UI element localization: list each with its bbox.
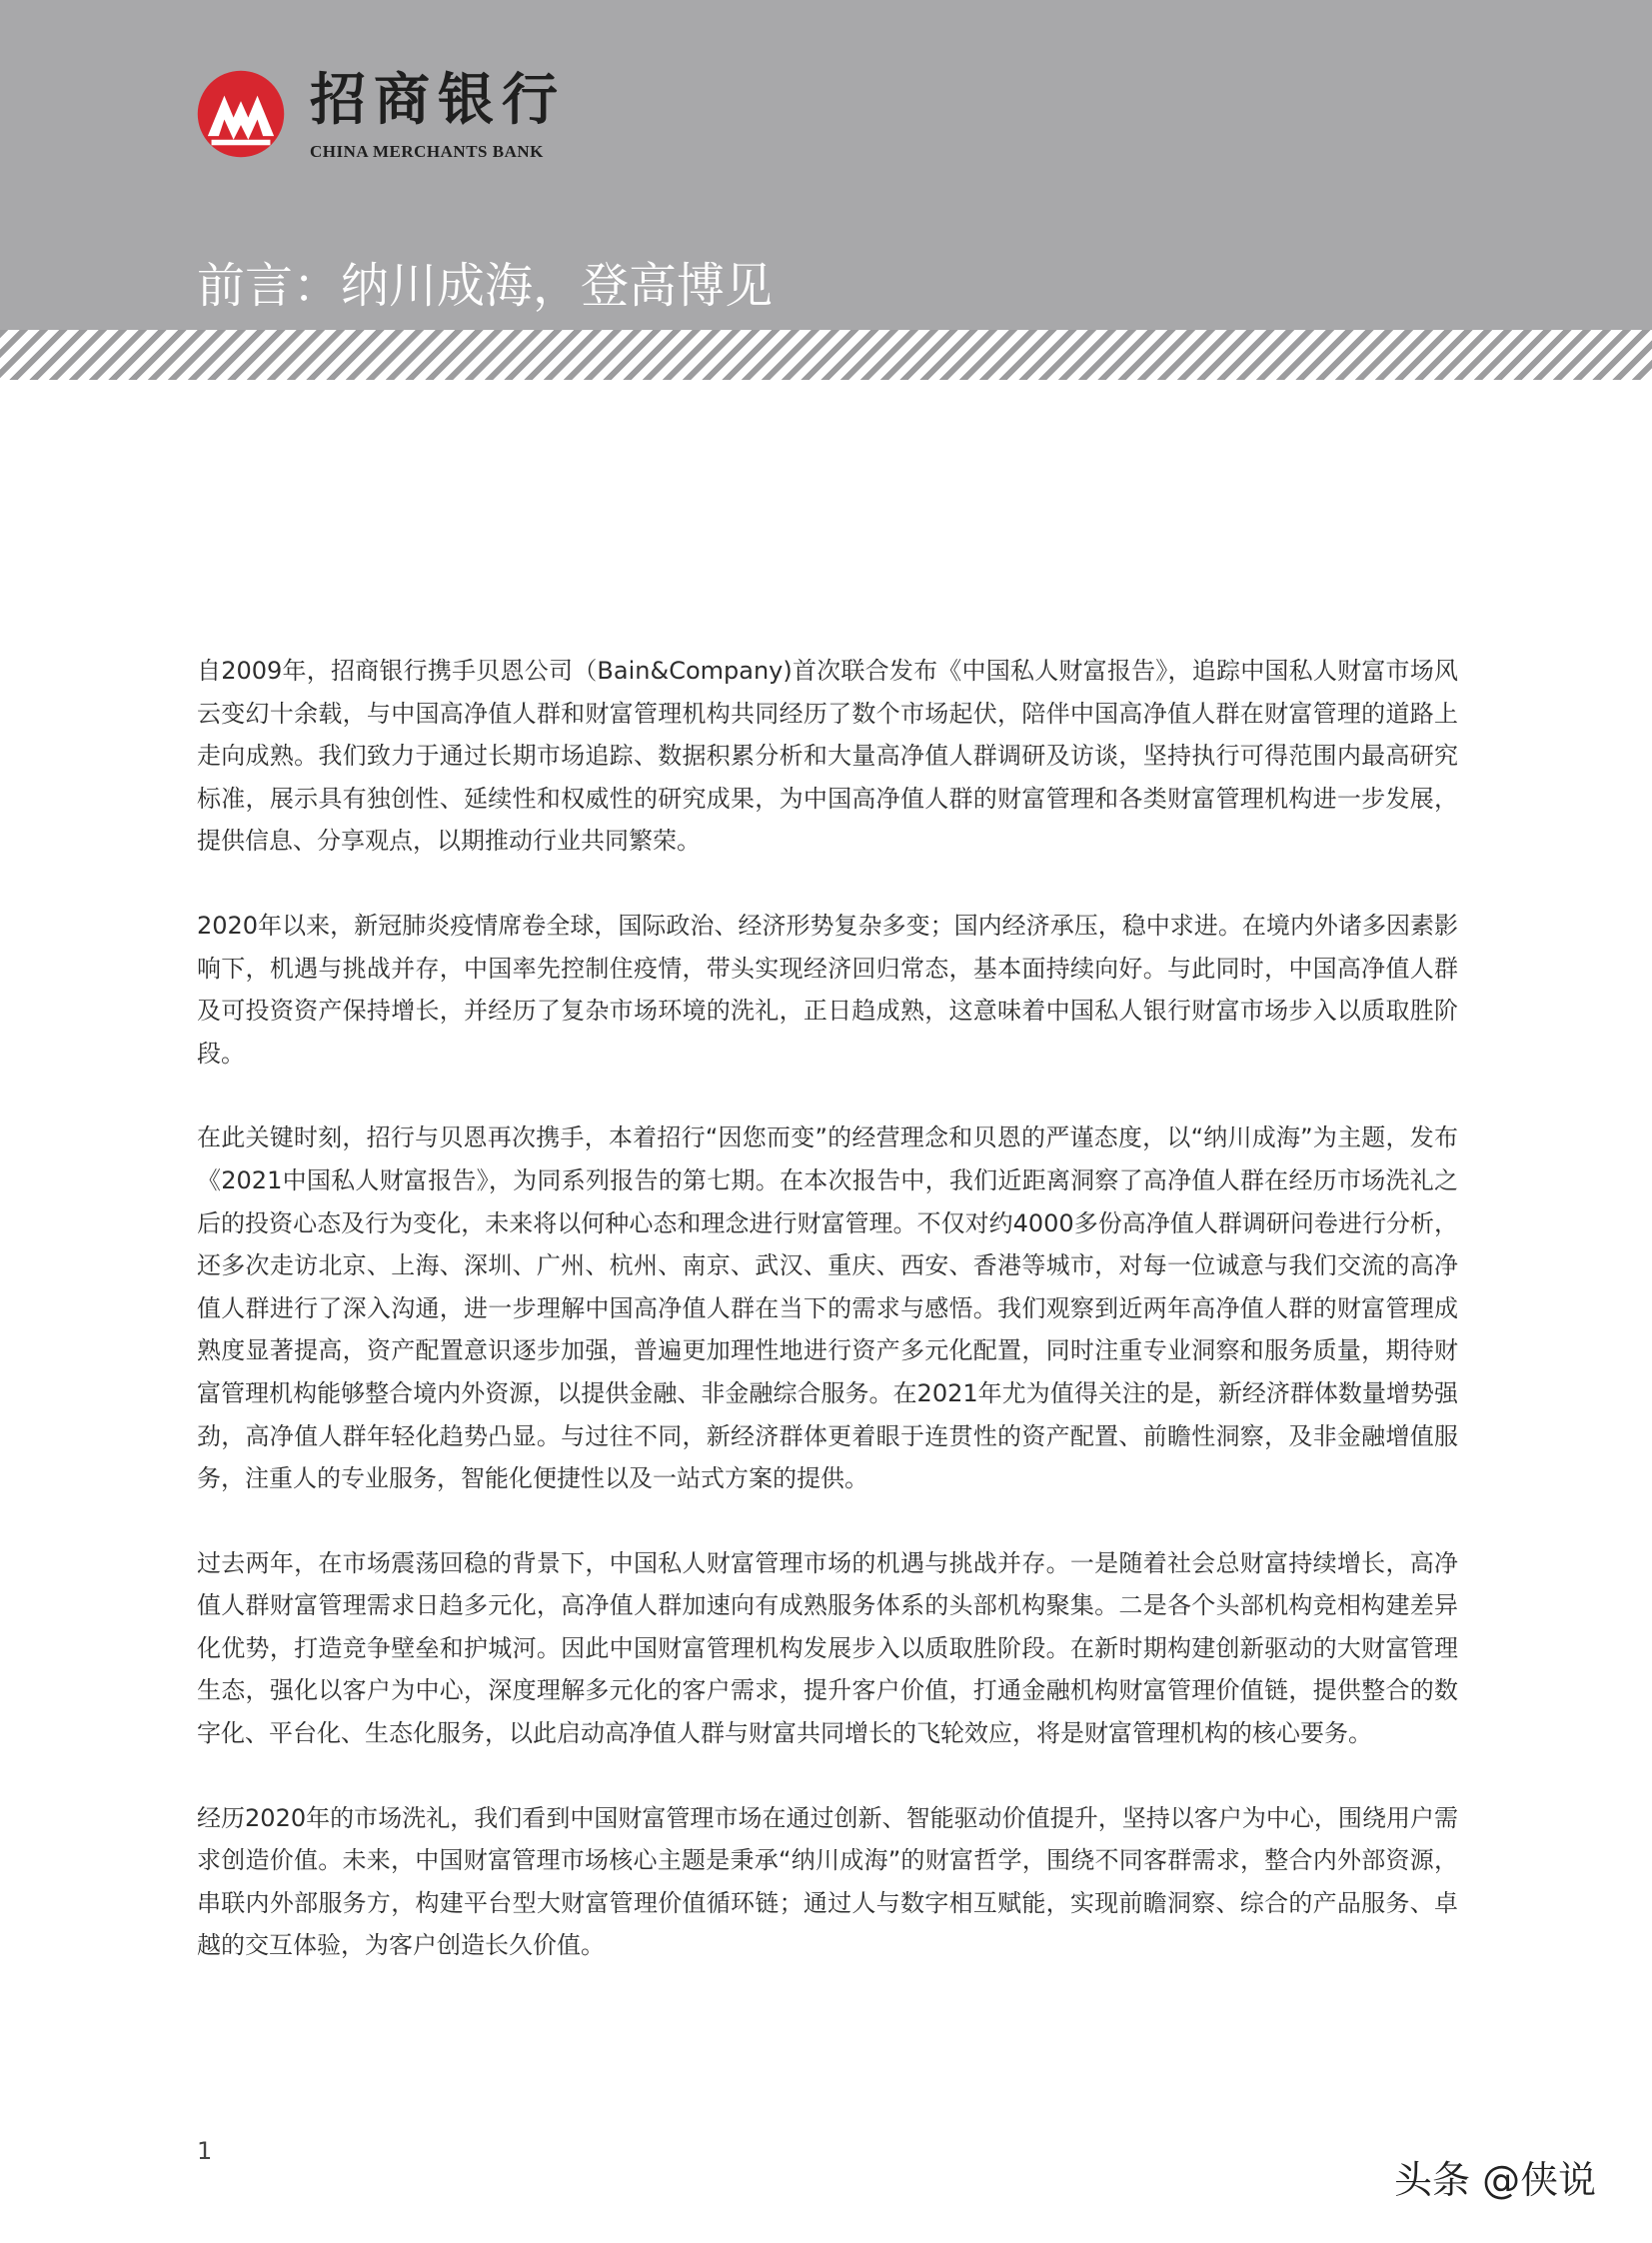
watermark: 头条 @侠说 xyxy=(1394,2158,1597,2202)
page-header xyxy=(0,0,1652,330)
china-merchants-bank-logo xyxy=(195,68,287,160)
body-text xyxy=(197,650,1458,2009)
paragraph-2: 2020年以来，新冠肺炎疫情席卷全球，国际政治、经济形势复杂多变；国内经济承压，稳中求进。在境内外诸多因素影响下，机遇与挑战并存，中国率先控制住疫情，带头实现经济回归常态，基本面持续向好。与此同时，中国高净值人群及可投资资产保持增长，并经历了复杂市场环境的洗礼，正日趋成熟，这意味着中国私人银行财富市场步入以质取胜阶段。 xyxy=(197,911,1458,1068)
hatched-divider xyxy=(0,330,1652,380)
paragraph-3: 在此关键时刻，招行与贝恩再次携手，本着招行“因您而变”的经营理念和贝恩的严谨态度，以“纳川成海”为主题，发布《2021中国私人财富报告》，为同系列报告的第七期。在本次报告中，我们近距离洞察了高净值人群在经历市场洗礼之后的投资心态及行为变化，未来将以何种心态和理念进行财富管理。不仅对约4000多份高净值人群调研问卷进行分析，还多次走访北京、上海、深圳、广州、杭州、南京、武汉、重庆、西安、香港等城市，对每一位诚意与我们交流的高净值人群进行了深入沟通，进一步理解中国高净值人群在当下的需求与感悟。我们观察到近两年高净值人群的财富管理成熟度显著提高，资产配置意识逐步加强，普遍更加理性地进行资产多元化配置，同时注重专业洞察和服务质量，期待财富管理机构能够整合境内外资源，以提供金融、非金融综合服务。在2021年尤为值得关注的是，新经济群体数量增势强劲，高净值人群年轻化趋势凸显。与过往不同，新经济群体更着眼于连贯性的资产配置、前瞻性洞察，及非金融增值服务，注重人的专业服务，智能化便捷性以及一站式方案的提供。 xyxy=(197,1123,1458,1493)
paragraph-5: 经历2020年的市场洗礼，我们看到中国财富管理市场在通过创新、智能驱动价值提升，坚持以客户为中心，围绕用户需求创造价值。未来，中国财富管理市场核心主题是秉承“纳川成海”的财富哲学，围绕不同客群需求，整合内外部资源，串联内外部服务方，构建平台型大财富管理价值循环链；通过人与数字相互赋能，实现前瞻洞察、综合的产品服务、卓越的交互体验，为客户创造长久价值。 xyxy=(197,1803,1458,1960)
paragraph-1: 自2009年，招商银行携手贝恩公司（Bain&Company)首次联合发布《中国私人财富报告》，追踪中国私人财富市场风云变幻十余载，与中国高净值人群和财富管理机构共同经历了数个市场起伏，陪伴中国高净值人群在财富管理的道路上走向成熟。我们致力于通过长期市场追踪、数据积累分析和大量高净值人群调研及访谈，坚持执行可得范围内最高研究标准，展示具有独创性、延续性和权威性的研究成果，为中国高净值人群的财富管理和各类财富管理机构进一步发展，提供信息、分享观点，以期推动行业共同繁荣。 xyxy=(197,657,1458,856)
page-title: 前言：纳川成海，登高博见 xyxy=(197,258,774,314)
paragraph-4: 过去两年，在市场震荡回稳的背景下，中国私人财富管理市场的机遇与挑战并存。一是随着社会总财富持续增长，高净值人群财富管理需求日趋多元化，高净值人群加速向有成熟服务体系的头部机构聚集。二是各个头部机构竞相构建差异化优势，打造竞争壁垒和护城河。因此中国财富管理机构发展步入以质取胜阶段。在新时期构建创新驱动的大财富管理生态，强化以客户为中心，深度理解多元化的客户需求，提升客户价值，打通金融机构财富管理价值链，提供整合的数字化、平台化、生态化服务，以此启动高净值人群与财富共同增长的飞轮效应，将是财富管理机构的核心要务。 xyxy=(197,1548,1458,1748)
brand-name-en: CHINA MERCHANTS BANK xyxy=(310,142,544,161)
brand-name-cn: 招商银行 xyxy=(310,67,566,133)
page-number: 1 xyxy=(197,2137,213,2165)
